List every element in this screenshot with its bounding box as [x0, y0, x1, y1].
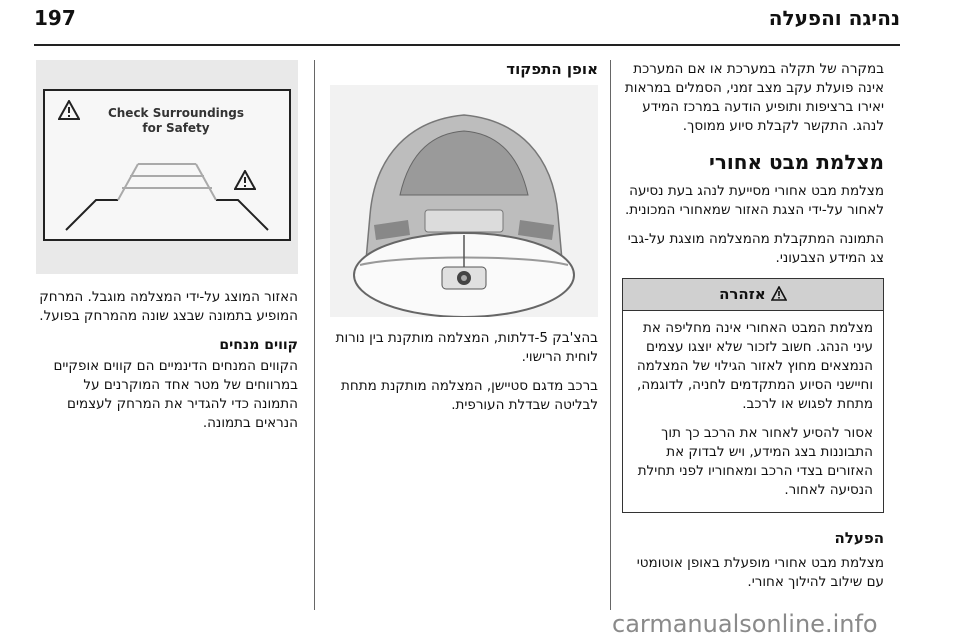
screen-text-line-2: for Safety — [142, 121, 210, 135]
warning-triangle-icon — [58, 100, 80, 126]
screen-warning-text — [96, 106, 256, 136]
chapter-title: נהיגה והפעלה — [768, 6, 900, 30]
warning-title: אזהרה — [719, 285, 766, 303]
header-rule — [34, 44, 900, 46]
activation-title: הפעלה — [834, 529, 884, 547]
column-divider-left — [314, 60, 315, 610]
warning-header — [623, 279, 883, 311]
camera-display-screenshot — [36, 60, 298, 274]
left-column — [36, 60, 298, 443]
page-number: 197 — [34, 6, 76, 30]
display-description: התמונה המתקבלת מהמצלמה מוצגת על-גבי צג המידע הצבעוני. — [627, 231, 884, 266]
camera-description: מצלמת מבט אחורי מסייעת לנהג בעת נסיעה לאחור על-ידי הצגת האזור שמאחורי המכונית. — [624, 183, 884, 218]
warning-box — [622, 278, 884, 513]
guidelines-title: קווים מנחים — [219, 337, 298, 353]
wagon-mount-text: ברכב מדגם סטיישן, המצלמה מותקנת מתחת לבליטה שבדלת העורפית. — [341, 378, 598, 413]
section-title: מצלמת מבט אחורי — [708, 150, 884, 174]
hatchback-mount-text: בהצ'בק 5-דלתות, המצלמה מותקנת בין נורות לוחית הרישוי. — [335, 330, 598, 365]
function-title: אופן התפקוד — [506, 60, 598, 78]
guidelines-text: הקווים המנחים הדינמיים הם קווים אופקיים במרווחים של מטר אחד המוקרנים על התמונה כדי להגדיר את המרחק לעצמים הנראים בתמונה. — [53, 358, 298, 431]
column-divider-right — [610, 60, 611, 610]
warning-paragraph-1: מצלמת המבט האחורי אינה מחליפה את עיני הנהג. חשוב לזכור שלא יוצגו עצמים הנמצאים מחוץ לאזור הגילוי של המצלמה וחיישני הסיוע המתקדמים לחניה, לדוגמה, מתחת לפגוש או לרכב. — [636, 320, 873, 412]
watermark: carmanualsonline.info — [612, 610, 878, 638]
warning-triangle-icon — [234, 170, 256, 196]
middle-column — [330, 60, 598, 425]
screen-text-line-1: Check Surroundings — [107, 106, 245, 120]
warning-paragraph-2: אסור להסיע לאחור את הרכב כך תוך התבוננות בצג המידע, ויש לבדוק את האזורים בצדי הרכב ומאחוריו לפני תחילת הנסיעה לאחור. — [637, 425, 873, 498]
warning-triangle-icon — [766, 285, 787, 303]
activation-text: מצלמת מבט אחורי מופעלת באופן אוטומטי עם שילוב להילוך אחורי. — [636, 555, 884, 590]
intro-paragraph: במקרה של תקלה במערכת או אם המערכת אינה פועלת עקב מצב זמני, הסמלים במראות יאירו ברציפות ותופיע הודעה במרכז המידע לנהג. התקשר לקבלת סיוע ממוסך. — [624, 61, 884, 134]
page-header — [34, 4, 900, 48]
right-column — [622, 60, 884, 602]
rear-view-camera-car-icon — [330, 85, 598, 317]
display-caption: האזור המוצג על-ידי המצלמה מוגבל. המרחק המופיע בתמונה שבצג שונה מהמרחק בפועל. — [39, 289, 298, 324]
